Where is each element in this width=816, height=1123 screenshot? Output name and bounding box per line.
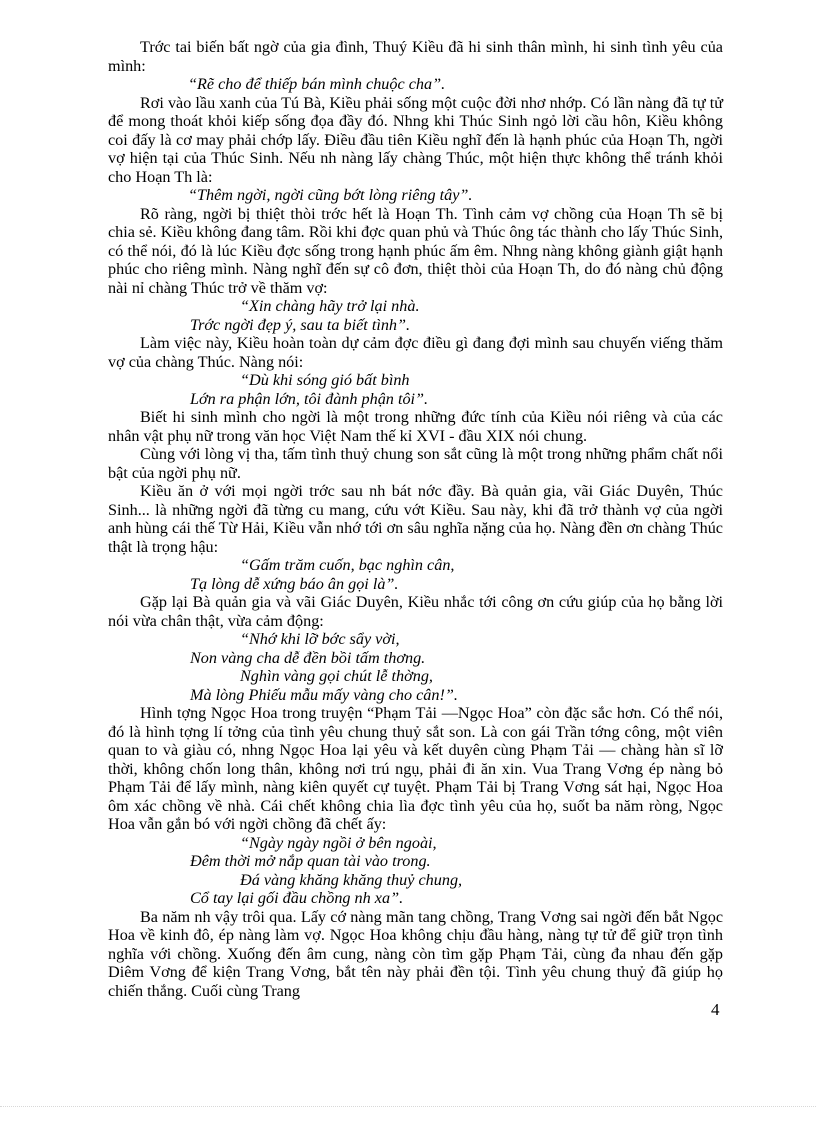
verse-line: “Dù khi sóng gió bất bình (240, 371, 410, 389)
verse-line: Đá vàng khăng khăng thuỷ chung, (240, 870, 463, 889)
paragraph: Rõ ràng, ngời bị thiệt thòi trớc hết là Hoạn Th. Tình cảm vợ chồng của Hoạn Th sẽ bị chia sẻ. Kiều không đang tâm. Rồi khi đợc quan phủ và Thúc ông tác thành cho lấy Thúc Sinh, có thể nói, đó là lúc Kiều đợc sống trong hạnh phúc ấm êm. Nhng nàng không giành giật hạnh phúc cho riêng mình. Nàng nghĩ đến sự cô đơn, thiệt thòi của Hoạn Th, do đó nàng chủ động nài nỉ chàng Thúc trở về thăm vợ: (108, 204, 723, 297)
verse-line: “Xin chàng hãy trở lại nhà. (240, 297, 420, 315)
paragraph: Hình tợng Ngọc Hoa trong truyện “Phạm Tải —Ngọc Hoa” còn đặc sắc hơn. Có thể nói, đó là hình tợng lí tởng của tình yêu chung thuỷ sắt son. Là con gái Trần tớng công, một viên quan to và giàu có, nhng Ngọc Hoa lại yêu và kết duyên cùng Phạm Tải — chàng hàn sĩ lỡ thời, không chốn long thân, không nơi trú ngụ, phải đi ăn xin. Vua Trang Vơng ép nàng bỏ Phạm Tải để lấy mình, nàng kiên quyết cự tuyệt. Phạm Tải bị Trang Vơng sát hại, Ngọc Hoa ôm xác chồng về nhà. Cái chết không chia lìa đợc tình yêu của họ, suốt ba năm ròng, Ngọc Hoa vẫn gắn bó với ngời chồng đã chết ấy: (108, 704, 723, 833)
document-body (108, 38, 723, 1000)
verse-line: Cổ tay lại gối đầu chồng nh xa”. (190, 889, 404, 907)
verse-line: Tạ lòng dễ xứng báo ân gọi là”. (190, 574, 399, 593)
paragraph: Rơi vào lầu xanh của Tú Bà, Kiều phải sống một cuộc đời nhơ nhớp. Có lần nàng đã tự tử để mong thoát khỏi kiếp sống đọa đầy đó. Nhng khi Thúc Sinh ngỏ lời cầu hôn, Kiều không coi đấy là cơ may phải chớp lấy. Điều đầu tiên Kiều nghĩ đến là hạnh phúc của Hoạn Th, ngời vợ hiện tại của Thúc Sinh. Nếu nh nàng lấy chàng Thúc, một hiện thực không thể tránh khỏi cho Hoạn Th là: (108, 93, 723, 186)
verse-line: “Gấm trăm cuốn, bạc nghìn cân, (240, 556, 455, 574)
paragraph: Kiều ăn ở với mọi ngời trớc sau nh bát nớc đầy. Bà quản gia, vãi Giác Duyên, Thúc Sinh... là những ngời đã từng cu mang, cứu vớt Kiều. Sau này, khi đã trở thành vợ của ngời anh hùng cái thế Từ Hải, Kiều vẫn nhớ tới ơn sâu nghĩa nặng của họ. Nàng đền ơn chàng Thúc thật là trọng hậu: (108, 482, 723, 556)
verse-quote: “Thêm ngời, ngời cũng bớt lòng riêng tây”. (188, 186, 473, 204)
verse-line: “Ngày ngày ngồi ở bên ngoài, (240, 833, 437, 852)
page-bottom-divider (0, 1106, 816, 1107)
verse-quote: “Rẽ cho để thiếp bán mình chuộc cha”. (188, 75, 446, 93)
verse-line: Đêm thời mở nắp quan tài vào trong. (190, 852, 431, 870)
paragraph: Làm việc này, Kiều hoàn toàn dự cảm đợc điều gì đang đợi mình sau chuyến viếng thăm vợ của chàng Thúc. Nàng nói: (108, 334, 723, 371)
paragraph: Biết hi sinh mình cho ngời là một trong những đức tính của Kiều nói riêng và của các nhân vật phụ nữ trong văn học Việt Nam thế kỉ XVI - đầu XIX nói chung. (108, 408, 723, 445)
paragraph: Cùng với lòng vị tha, tấm tình thuỷ chung son sắt cũng là một trong những phẩm chất nổi bật của ngời phụ nữ. (108, 445, 723, 482)
verse-line: Lớn ra phận lớn, tôi đành phận tôi”. (190, 389, 429, 408)
verse-line: Trớc ngời đẹp ý, sau ta biết tình”. (190, 315, 411, 334)
paragraph: Ba năm nh vậy trôi qua. Lấy cớ nàng mãn tang chồng, Trang Vơng sai ngời đến bắt Ngọc Hoa về kinh đô, ép nàng làm vợ. Ngọc Hoa không chịu đầu hàng, nàng tự tử để giữ trọn tình nghĩa với chồng. Xuống đến âm cung, nàng còn tìm gặp Phạm Tải, cùng đa nhau đến gặp Diêm Vơng để kiện Trang Vơng, bắt tên này phải đền tội. Tình yêu chung thuỷ đã giúp họ chiến thắng. Cuối cùng Trang (108, 907, 723, 1000)
page-number: 4 (711, 1000, 720, 1019)
paragraph: Trớc tai biến bất ngờ của gia đình, Thuý Kiều đã hi sinh thân mình, hi sinh tình yêu của mình: (108, 38, 723, 75)
paragraph: Gặp lại Bà quản gia và vãi Giác Duyên, Kiều nhắc tới công ơn cứu giúp của họ bằng lời nói vừa chân thật, vừa cảm động: (108, 593, 723, 630)
verse-line: Nghìn vàng gọi chút lễ thờng, (240, 667, 433, 685)
verse-line: Mà lòng Phiếu mẫu mấy vàng cho cân!”. (190, 685, 458, 704)
verse-line: “Nhớ khi lỡ bớc sẩy vời, (240, 630, 400, 648)
verse-line: Non vàng cha dễ đền bồi tấm thơng. (190, 648, 426, 667)
